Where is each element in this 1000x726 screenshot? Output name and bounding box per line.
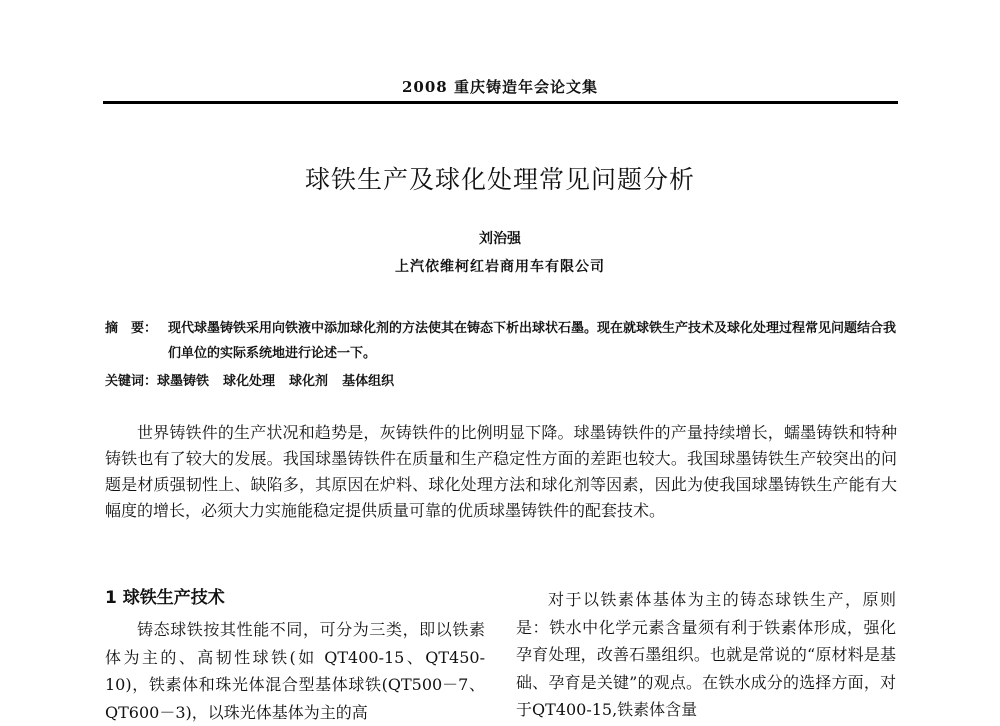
keywords-label: 关键词： (105, 374, 158, 389)
section-heading: 1 球铁生产技术 (105, 588, 225, 608)
abstract-text: 现代球墨铸铁采用向铁液中添加球化剂的方法使其在铸态下析出球状石墨。现在就球铁生产技术及球化处理过程常见问题结合我们单位的实际系统地进行论述一下。 (168, 321, 897, 361)
keywords (105, 369, 897, 394)
running-header: 2008 重庆铸造年会论文集 (402, 78, 598, 96)
keyword-item: 球化剂 (289, 374, 329, 389)
author: 刘治强 (479, 231, 521, 247)
keyword-item: 球墨铸铁 (157, 374, 210, 389)
paper-title: 球铁生产及球化处理常见问题分析 (304, 165, 695, 194)
abstract (105, 316, 897, 366)
abstract-label: 摘 要： (105, 321, 158, 336)
affiliation: 上汽依维柯红岩商用车有限公司 (395, 259, 605, 275)
body-paragraph: 铸态球铁按其性能不同，可分为三类，即以铁素体为主的、高韧性球铁(如 QT400-15、QT450-10)，铁素体和珠光体混合型基体球铁(QT500－7、QT600－3)，以珠光体基体为主的高 (105, 620, 485, 722)
body-paragraph: 对于以铁素体基体为主的铸态球铁生产，原则是：铁水中化学元素含量须有利于铁素体形成，强化孕育处理，改善石墨组织。也就是常说的“原材料是基础、孕育是关键”的观点。在铁水成分的选择方面，对于QT400-15,铁素体含量 (516, 590, 896, 719)
intro-paragraph: 世界铸铁件的生产状况和趋势是，灰铸铁件的比例明显下降。球墨铸铁件的产量持续增长，蠕墨铸铁和特种铸铁也有了较大的发展。我国球墨铸铁件在质量和生产稳定性方面的差距也较大。我国球墨铸铁生产较突出的问题是材质强韧性上、缺陷多，其原因在炉料、球化处理方法和球化剂等因素，因此为使我国球墨铸铁生产能有大幅度的增长，必须大力实施能稳定提供质量可靠的优质球墨铸铁件的配套技术。 (105, 423, 897, 520)
left-column (105, 586, 485, 726)
right-column (516, 586, 896, 724)
keyword-item: 基体组织 (342, 374, 395, 389)
keyword-item: 球化处理 (223, 374, 276, 389)
header-rule (103, 101, 898, 104)
